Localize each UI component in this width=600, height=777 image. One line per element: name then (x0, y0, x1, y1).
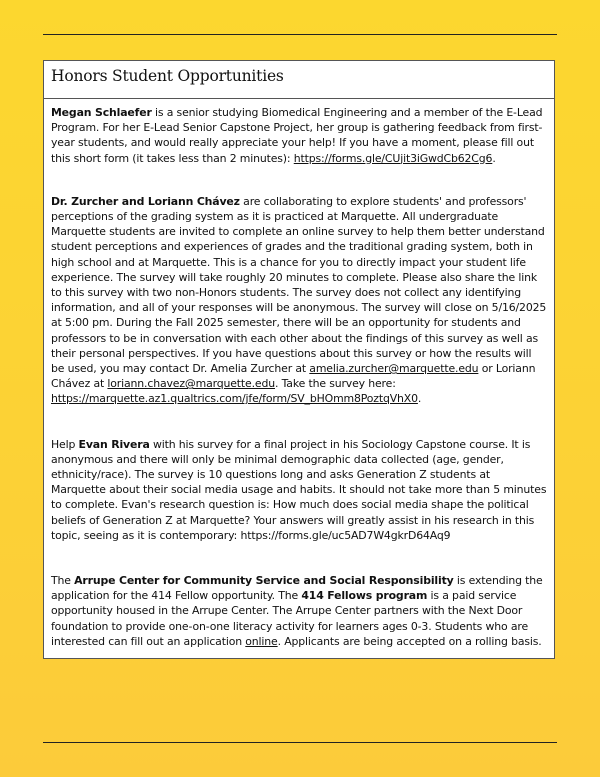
section-title: Honors Student Opportunities (51, 67, 284, 85)
email-link-zurcher[interactable]: amelia.zurcher@marquette.edu (309, 362, 479, 376)
form-link[interactable]: https://forms.gle/CUjit3iGwdCb62Cg6 (293, 151, 493, 165)
paragraph-arrupe (51, 573, 547, 649)
box-content (44, 99, 554, 649)
punctuation: . (492, 151, 496, 165)
box-header (44, 61, 554, 99)
paragraph-text: Help (51, 437, 79, 451)
paragraph-zurcher-chavez (51, 194, 547, 407)
paragraph-text: with his survey for a final project in his Sociology Capstone course. It is anonymous and there will only be minimal demographic data collected (age, gender, ethnicity/race). The survey is 10 questions long and asks Generation Z students at Marquette about their social media usage and habits. It should not take more than 5 minutes to complete. Evan's research question is: How much does social media shape the political beliefs of Generation Z at Marquette? Your answers will greatly assist in his research in this topic, seeing as it is contemporary: https://forms.gle/uc5AD7W4gkrD64Aq9 (51, 437, 547, 542)
paragraph-text: or Loriann Chávez at (51, 362, 536, 391)
spacer (51, 543, 547, 573)
bottom-divider (43, 742, 557, 743)
paragraph-schlaefer (51, 105, 547, 166)
punctuation: . (417, 392, 422, 406)
opportunities-box (43, 60, 555, 659)
person-name: Megan Schlaefer (51, 106, 152, 119)
program-name: 414 Fellows program (301, 589, 428, 603)
paragraph-text: The (51, 574, 75, 588)
paragraph-text: is extending the application for the 414 Fellow opportunity. The (51, 574, 543, 603)
top-divider (43, 34, 557, 35)
paragraph-text: is a paid service opportunity housed in the Arrupe Center. The Arrupe Center partners with the Next Door foundation to provide one-on-one literacy activity for learners ages 0-3. Students who are interested can fill out an application (51, 589, 528, 648)
paragraph-text: are collaborating to explore students' and professors' perceptions of the grading system as it is practiced at Marquette. All undergraduate Marquette students are invited to complete an online survey to help them better understand student perceptions and experiences of grades and the traditional grading system, both in high school and at Marquette. This is a chance for you to directly impact your student life experience. The survey will take roughly 20 minutes to complete. Please also share the link to this survey with two non-Honors students. The survey does not collect any identifying information, and all of your responses will be anonymous. The survey will close on 5/16/2025 at 5:00 pm. During the Fall 2025 semester, there will be an opportunity for students and professors to be in conversation with each other about the findings of this survey as well as their personal perspectives. If you have questions about this survey or how the results will be used, you may contact Dr. Amelia Zurcher at (51, 194, 547, 376)
spacer (51, 407, 547, 437)
paragraph-text: . Take the survey here: (274, 377, 396, 391)
paragraph-text: is a senior studying Biomedical Engineering and a member of the E-Lead Program. For her E-Lead Senior Capstone Project, her group is gathering feedback from first-year students, and would really appreciate your help! If you have a moment, please fill out this short form (it takes less than 2 minutes): (51, 106, 543, 165)
person-name: Evan Rivera (78, 437, 150, 451)
paragraph-rivera (51, 437, 547, 543)
email-link-chavez[interactable]: loriann.chavez@marquette.edu (107, 377, 275, 391)
person-name: Dr. Zurcher and Loriann Chávez (51, 194, 240, 208)
organization-name: Arrupe Center for Community Service and Social Responsibility (74, 574, 454, 588)
spacer (51, 166, 547, 194)
application-link[interactable]: online (245, 634, 278, 648)
paragraph-text: . Applicants are being accepted on a rolling basis. (277, 634, 542, 648)
survey-link[interactable]: https://marquette.az1.qualtrics.com/jfe/form/SV_bHOmm8PoztqVhX0 (51, 392, 418, 406)
